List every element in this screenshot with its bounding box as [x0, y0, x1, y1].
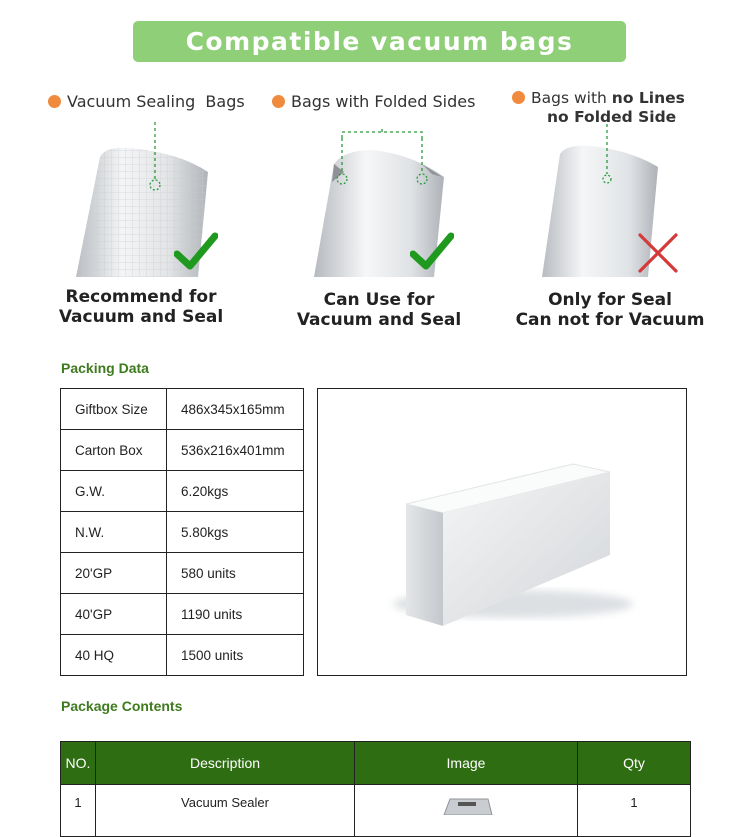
row-value: 536x216x401mm	[167, 430, 304, 471]
verdict-line-2: Vacuum and Seal	[296, 310, 462, 330]
package-contents-table	[60, 741, 691, 837]
table-row	[61, 471, 304, 512]
caption-prefix: Bags with	[531, 89, 612, 107]
packing-data-table	[60, 388, 304, 676]
header-qty: Qty	[578, 742, 691, 785]
row-no: 1	[61, 785, 96, 837]
bag-panel-no-lines	[512, 89, 742, 337]
table-row	[61, 389, 304, 430]
table-row	[61, 635, 304, 676]
bag-panel-folded-sides	[272, 92, 502, 337]
table-header-row	[61, 742, 691, 785]
table-row	[61, 785, 691, 837]
row-label: Giftbox Size	[61, 389, 167, 430]
table-row	[61, 430, 304, 471]
verdict-line-1: Can Use for	[323, 290, 435, 310]
row-value: 580 units	[167, 553, 304, 594]
row-value: 486x345x165mm	[167, 389, 304, 430]
row-value: 1500 units	[167, 635, 304, 676]
caption-bold: no Lines	[611, 89, 685, 107]
row-label: 40'GP	[61, 594, 167, 635]
caption-line-2: no Folded Side	[547, 108, 677, 126]
bullet-dot-icon	[48, 95, 61, 108]
bag-verdict	[26, 287, 256, 327]
bullet-dot-icon	[272, 95, 285, 108]
folded-bag-image	[272, 122, 502, 282]
header-description: Description	[96, 742, 355, 785]
verdict-line-2: Vacuum and Seal	[58, 307, 224, 327]
row-label: 40 HQ	[61, 635, 167, 676]
check-mark-icon	[174, 232, 218, 272]
table-row	[61, 594, 304, 635]
bag-caption	[272, 92, 502, 111]
banner-title: Compatible vacuum bags	[133, 21, 626, 62]
check-mark-icon	[410, 232, 454, 272]
bag-panel-vacuum-sealing	[48, 92, 278, 337]
row-label: N.W.	[61, 512, 167, 553]
plain-bag-image	[512, 122, 742, 282]
vacuum-sealer-image	[436, 795, 496, 815]
row-label: G.W.	[61, 471, 167, 512]
verdict-line-1: Recommend for	[65, 287, 217, 307]
row-value: 6.20kgs	[167, 471, 304, 512]
row-value: 5.80kgs	[167, 512, 304, 553]
giftbox-image-frame	[317, 388, 687, 676]
header-image: Image	[355, 742, 578, 785]
package-contents-title: Package Contents	[61, 698, 183, 714]
row-image	[355, 785, 578, 837]
packing-data-title: Packing Data	[61, 360, 149, 376]
table-row	[61, 512, 304, 553]
verdict-line-2: Can not for Vacuum	[515, 310, 705, 330]
bag-caption-text: Vacuum Sealing Bags	[67, 92, 245, 111]
table-row	[61, 553, 304, 594]
bag-verdict	[495, 290, 725, 330]
cross-mark-icon	[637, 232, 679, 274]
embossed-bag-image	[48, 122, 278, 282]
bag-verdict	[264, 290, 494, 330]
row-label: Carton Box	[61, 430, 167, 471]
bullet-dot-icon	[512, 91, 525, 104]
giftbox-image	[318, 389, 686, 675]
row-description: Vacuum Sealer	[96, 785, 355, 837]
verdict-line-1: Only for Seal	[548, 290, 672, 310]
row-value: 1190 units	[167, 594, 304, 635]
row-label: 20'GP	[61, 553, 167, 594]
row-qty: 1	[578, 785, 691, 837]
bag-caption	[48, 92, 278, 111]
header-no: NO.	[61, 742, 96, 785]
bag-caption-text: Bags with Folded Sides	[291, 92, 476, 111]
